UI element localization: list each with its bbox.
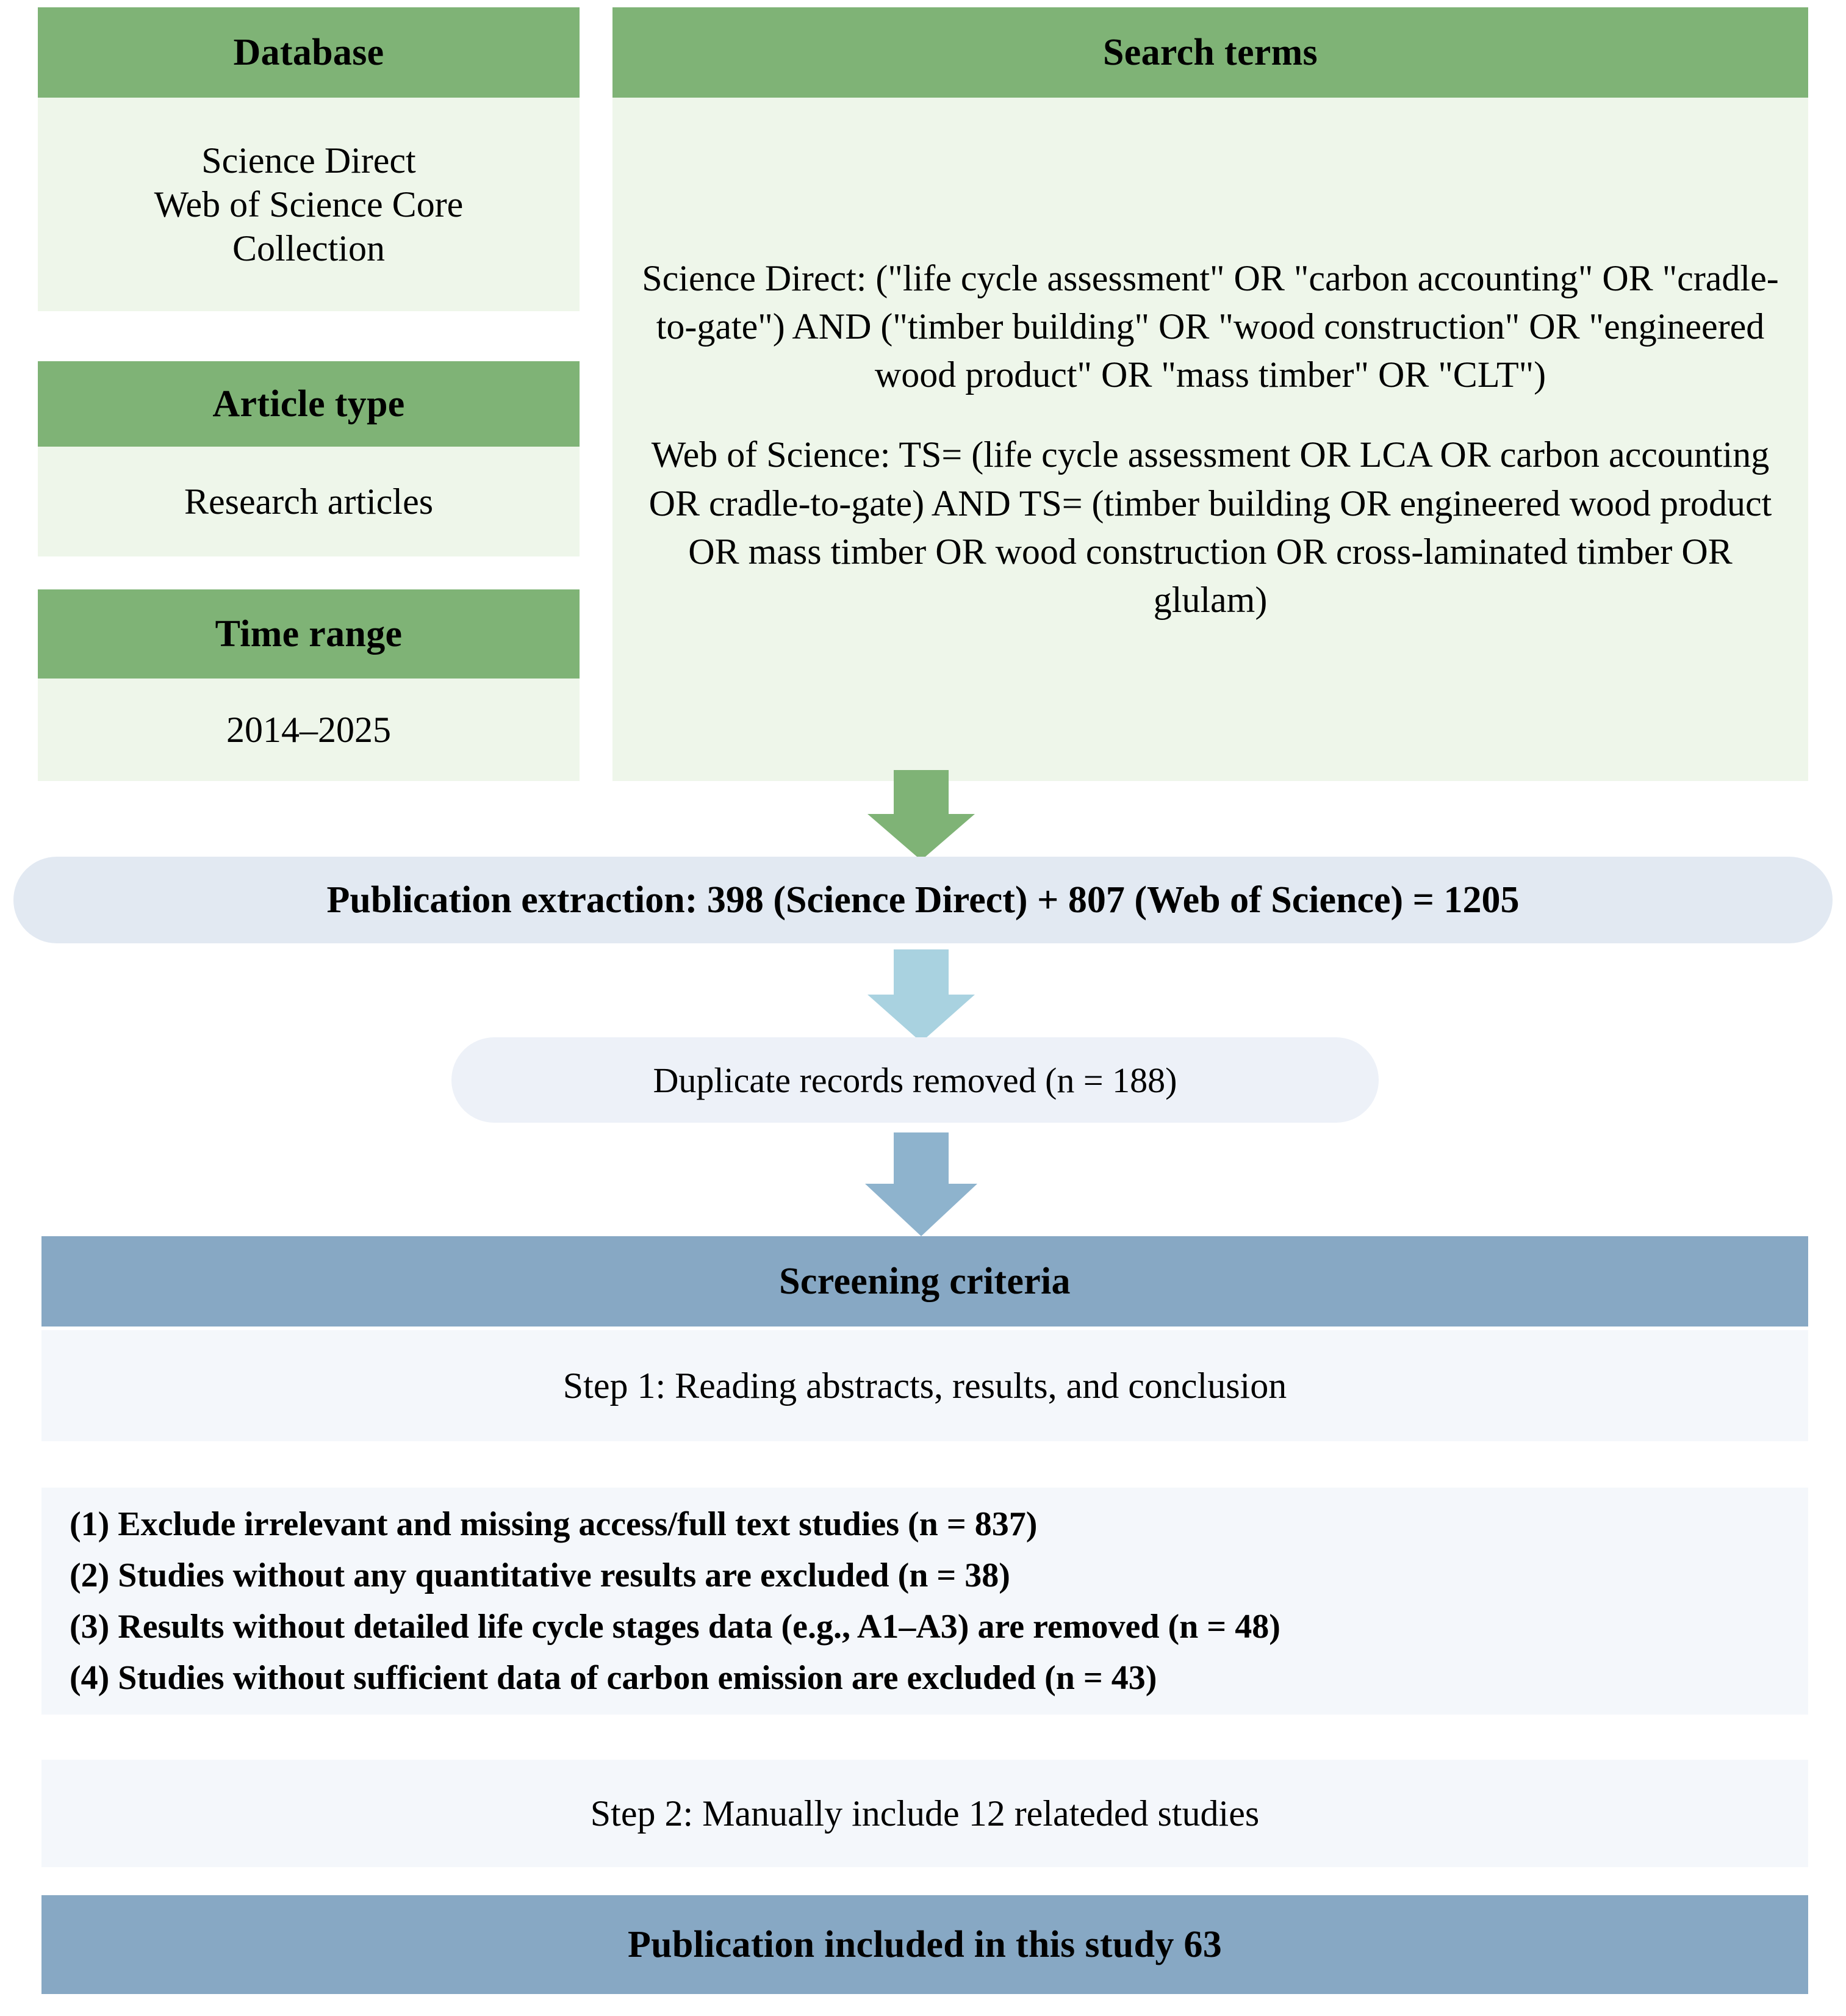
arrow-duplicates-to-screening (842, 1132, 1000, 1236)
publication-extraction-pill: Publication extraction: 398 (Science Direct) + 807 (Web of Science) = 1205 (13, 857, 1833, 943)
duplicate-records-pill: Duplicate records removed (n = 188) (451, 1037, 1379, 1123)
screening-step-1: Step 1: Reading abstracts, results, and conclusion (41, 1330, 1808, 1441)
database-line-2: Web of Science Core (154, 184, 464, 225)
time-range-value: 2014–2025 (38, 679, 580, 781)
screening-step-2: Step 2: Manually include 12 relateded studies (41, 1760, 1808, 1867)
time-range-header: Time range (38, 589, 580, 679)
article-type-header: Article type (38, 361, 580, 447)
exclusion-item-1: (1) Exclude irrelevant and missing access/full text studies (n = 837) (70, 1505, 1038, 1543)
exclusion-criteria-block (41, 1488, 1808, 1715)
database-line-1: Science Direct (201, 140, 416, 181)
database-value (38, 98, 580, 311)
search-query-science-direct: Science Direct: ("life cycle assessment" OR "carbon accounting" OR "cradle-to-gate") AND ("timber building" OR "wood construction" OR "engineered wood product" OR "mass timber" OR "CLT") (642, 257, 1779, 395)
arrow-search-to-extraction (842, 770, 1000, 860)
exclusion-item-2: (2) Studies without any quantitative results are excluded (n = 38) (70, 1557, 1010, 1594)
search-terms-body (612, 98, 1808, 781)
exclusion-item-4: (4) Studies without sufficient data of carbon emission are excluded (n = 43) (70, 1659, 1157, 1697)
publication-included-bar: Publication included in this study 63 (41, 1895, 1808, 1994)
exclusion-item-3: (3) Results without detailed life cycle stages data (e.g., A1–A3) are removed (n = 48) (70, 1608, 1280, 1646)
article-type-value: Research articles (38, 447, 580, 556)
search-query-web-of-science: Web of Science: TS= (life cycle assessment OR LCA OR carbon accounting OR cradle-to-gate) AND TS= (timber building OR engineered wood product OR mass timber OR wood construction OR cross-laminated timber OR glulam) (648, 434, 1772, 620)
database-header: Database (38, 7, 580, 98)
database-line-3: Collection (232, 228, 385, 268)
screening-criteria-header: Screening criteria (41, 1236, 1808, 1327)
arrow-extraction-to-duplicates (842, 949, 1000, 1042)
search-terms-header: Search terms (612, 7, 1808, 98)
